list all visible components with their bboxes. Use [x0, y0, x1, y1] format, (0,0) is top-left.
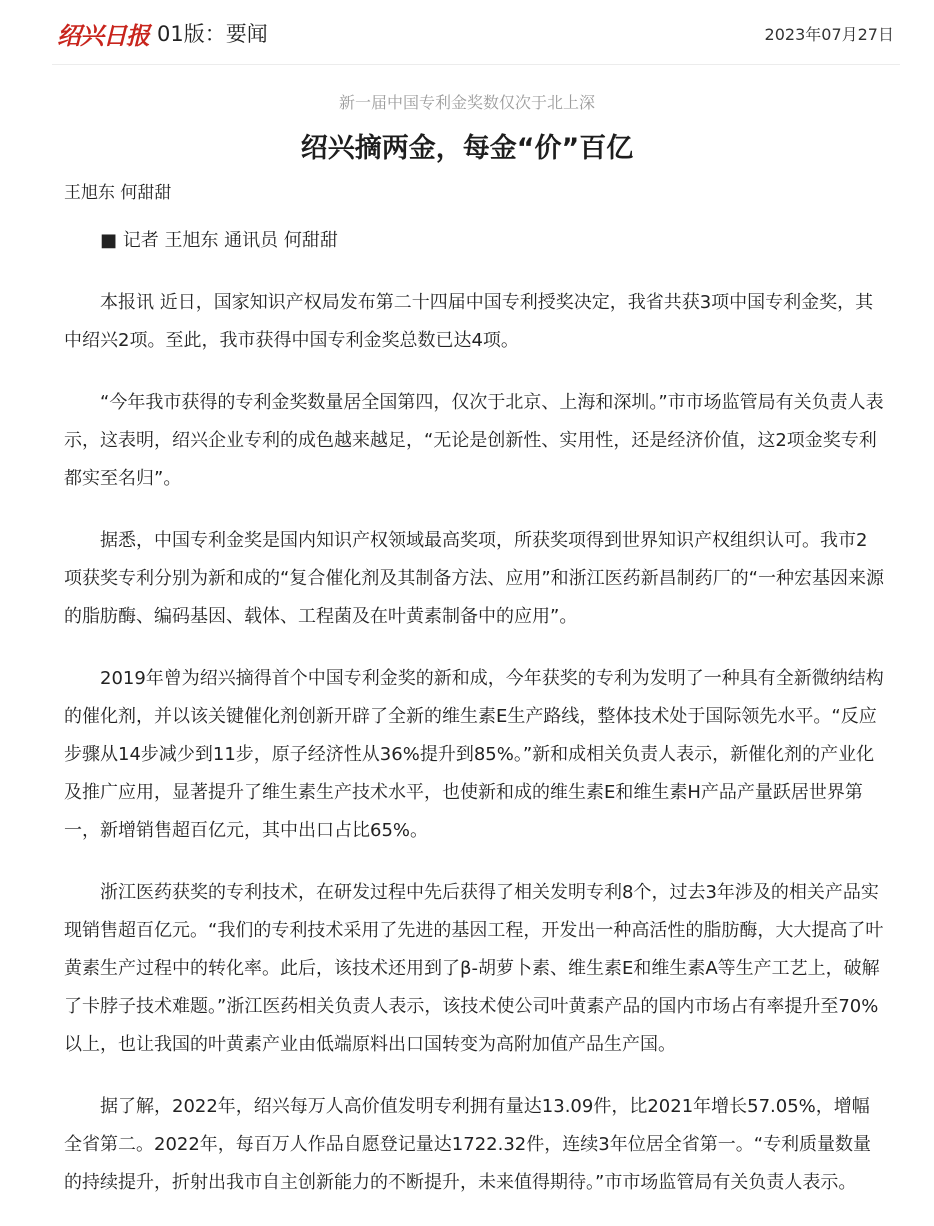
body-paragraph: 据悉，中国专利金奖是国内知识产权领域最高奖项，所获奖项得到世界知识产权组织认可。我市2项获奖专利分别为新和成的“复合催化剂及其制备方法、应用”和浙江医药新昌制药厂的“一种宏基因来源的脂肪酶、编码基因、载体、工程菌及在叶黄素制备中的应用”。 [64, 530, 884, 627]
byline-paragraph: ■ 记者 王旭东 通讯员 何甜甜 [100, 230, 338, 251]
body-paragraph: “今年我市获得的专利金奖数量居全国第四，仅次于北京、上海和深圳。”市市场监管局有关负责人表示，这表明，绍兴企业专利的成色越来越足，“无论是创新性、实用性，还是经济价值，这2项金奖专利都实至名归”。 [64, 392, 884, 489]
body-paragraph: 据了解，2022年，绍兴每万人高价值发明专利拥有量达13.09件，比2021年增长57.05%，增幅全省第二。2022年，每百万人作品自愿登记量达1722.32件，连续3年位居全省第一。“专利质量数量的持续提升，折射出我市自主创新能力的不断提升，未来值得期待。”市市场监管局有关负责人表示。 [64, 1096, 872, 1193]
header-divider [52, 64, 900, 65]
body-paragraph: 浙江医药获奖的专利技术，在研发过程中先后获得了相关发明专利8个，过去3年涉及的相关产品实现销售超百亿元。“我们的专利技术采用了先进的基因工程，开发出一种高活性的脂肪酶，大大提高了叶黄素生产过程中的转化率。此后，该技术还用到了β-胡萝卜素、维生素E和维生素A等生产工艺上，破解了卡脖子技术难题。”浙江医药相关负责人表示，该技术使公司叶黄素产品的国内市场占有率提升至70%以上，也让我国的叶黄素产业由低端原料出口国转变为高附加值产品生产国。 [64, 882, 884, 1055]
body-paragraph: 2019年曾为绍兴摘得首个中国专利金奖的新和成，今年获奖的专利为发明了一种具有全新微纳结构的催化剂，并以该关键催化剂创新开辟了全新的维生素E生产路线，整体技术处于国际领先水平。“反应步骤从14步减少到11步，原子经济性从36%提升到85%。”新和成相关负责人表示，新催化剂的产业化及推广应用，显著提升了维生素生产技术水平，也使新和成的维生素E和维生素H产品产量跃居世界第一，新增销售超百亿元，其中出口占比65%。 [64, 668, 884, 841]
masthead-logo[interactable]: 绍兴日报 [57, 20, 149, 50]
article-kicker: 新一届中国专利金奖数仅次于北上深 [338, 93, 595, 112]
article-title: 绍兴摘两金，每金“价”百亿 [300, 133, 634, 164]
issue-date: 2023年07月27日 [764, 24, 894, 44]
body-paragraph: 本报讯 近日，国家知识产权局发布第二十四届中国专利授奖决定，我省共获3项中国专利金奖，其中绍兴2项。至此，我市获得中国专利金奖总数已达4项。 [64, 292, 874, 351]
article-authors: 王旭东 何甜甜 [64, 183, 172, 203]
article-body [64, 222, 884, 1226]
edition-label[interactable]: 01版：要闻 [157, 22, 268, 46]
header-left [57, 16, 268, 51]
page-header [0, 0, 934, 66]
